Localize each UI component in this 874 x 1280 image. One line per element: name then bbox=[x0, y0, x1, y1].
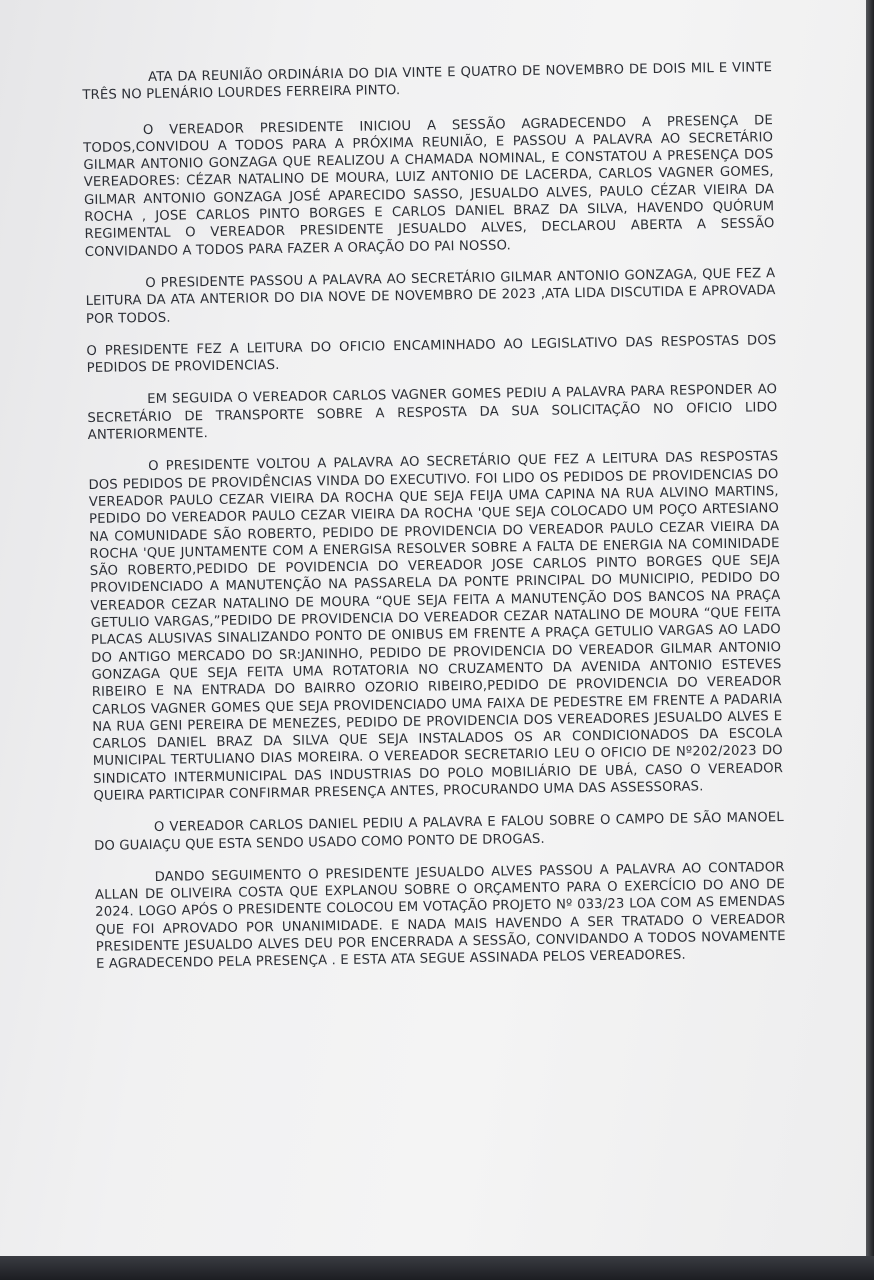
paragraph-previous-minutes: O PRESIDENTE PASSOU A PALAVRA AO SECRETÁRIO GILMAR ANTONIO GONZAGA, QUE FEZ A LEITURA DA ATA ANTERIOR DO DIA NOVE DE NOVEMBRO DE 2023 ,ATA LIDA DISCUTIDA E APROVADA POR TODOS. bbox=[85, 266, 776, 327]
minutes-heading: ATA DA REUNIÃO ORDINÁRIA DO DIA VINTE E QUATRO DE NOVEMBRO DE DOIS MIL E VINTE TRÊS NO PLENÁRIO LOURDES FERREIRA PINTO. bbox=[82, 60, 773, 104]
paragraph-transport-reply: EM SEGUIDA O VEREADOR CARLOS VAGNER GOMES PEDIU A PALAVRA PARA RESPONDER AO SECRETÁRIO DE TRANSPORTE SOBRE A RESPOSTA DA SUA SOLICITAÇÃO NO OFICIO LIDO ANTERIORMENTE. bbox=[87, 382, 778, 444]
paragraph-opening: O VEREADOR PRESIDENTE INICIOU A SESSÃO AGRADECENDO A PRESENÇA DE TODOS,CONVIDOU A TODOS PARA A PRÓXIMA REUNIÃO, E PASSOU A PALAVRA AO SECRETÁRIO GILMAR ANTONIO GONZAGA QUE REALIZOU A CHAMADA NOMINAL, E CONSTATOU A PRESENÇA DOS VEREADORES: CÉZAR NATALINO DE MOURA, LUIZ ANTONIO DE LACERDA, CARLOS VAGNER GOMES, GILMAR ANTONIO GONZAGA JOSÉ APARECIDO SASSO, JESUALDO ALVES, PAULO CÉZAR VIEIRA DA ROCHA , JOSE CARLOS PINTO BORGES E CARLOS DANIEL BRAZ DA SILVA, HAVENDO QUÓRUM REGIMENTAL O VEREADOR PRESIDENTE JESUALDO ALVES, DECLAROU ABERTA A SESSÃO CONVIDANDO A TODOS PARA FAZER A ORAÇÃO DO PAI NOSSO. bbox=[83, 112, 775, 260]
paragraph-requests: O PRESIDENTE VOLTOU A PALAVRA AO SECRETÁRIO QUE FEZ A LEITURA DAS RESPOSTAS DOS PEDIDOS DE PROVIDÊNCIAS VINDA DO EXECUTIVO. FOI LIDO OS PEDIDOS DE PROVIDENCIAS DO VEREADOR PAULO CEZAR VIEIRA DA ROCHA QUE SEJA FEIJA UMA CAPINA NA RUA ALVINO MARTINS, PEDIDO DO VEREADOR PAULO CEZAR VIEIRA DA ROCHA 'QUE SEJA COLOCADO UM POÇO ARTESIANO NA COMUNIDADE SÃO ROBERTO, PEDIDO DE PROVIDENCIA DO VEREADOR PAULO CEZAR VIEIRA DA ROCHA 'QUE JUNTAMENTE COM A ENERGISA RESOLVER SOBRE A FALTA DE ENERGIA NA COMINIDADE SÃO ROBERTO,PEDIDO DE POVIDENCIA DO VEREADOR JOSE CARLOS PINTO BORGES QUE SEJA PROVIDENCIADO A MANUTENÇÃO NA PASSARELA DA PONTE PRINCIPAL DO MUNICIPIO, PEDIDO DO VEREADOR CEZAR NATALINO DE MOURA “QUE SEJA FEITA A MANUTENÇÃO DOS BANCOS NA PRAÇA GETULIO VARGAS,”PEDIDO DE PROVIDENCIA DO VEREADOR CEZAR NATALINO DE MOURA “QUE FEITA PLACAS ALUSIVAS SINALIZANDO PONTO DE ONIBUS EM FRENTE A PRAÇA GETULIO VARGAS AO LADO DO ANTIGO MERCADO DO SR:JANINHO, PEDIDO DE PROVIDENCIA DO VEREADOR GILMAR ANTONIO GONZAGA QUE SEJA FEITA UMA ROTATORIA NO CRUZAMENTO DA AVENIDA ANTONIO ESTEVES RIBEIRO E NA ENTRADA DO BAIRRO OZORIO RIBEIRO,PEDIDO DE PROVIDENCIA DO VEREADOR CARLOS VAGNER GOMES QUE SEJA PROVIDENCIADO UMA FAIXA DE PEDESTRE EM FRENTE A PADARIA NA RUA GENI PEREIRA DE MENEZES, PEDIDO DE PROVIDENCIA DOS VEREADORES JESUALDO ALVES E CARLOS DANIEL BRAZ DA SILVA QUE SEJA INSTALADOS OS AR CONDICIONADOS DA ESCOLA MUNICIPAL TERTULIANO DIAS MOREIRA. O VEREADOR SECRETARIO LEU O OFICIO DE Nº202/2023 DO SINDICATO INTERMUNICIPAL DAS INDUSTRIAS DO POLO MOBILIÁRIO DE UBÁ, CASO O VEREADOR QUEIRA PARTICIPAR CONFIRMAR PRESENÇA ANTES, PROCURANDO UMA DAS ASSESSORAS. bbox=[88, 449, 784, 804]
paragraph-drugs-field: O VEREADOR CARLOS DANIEL PEDIU A PALAVRA E FALOU SOBRE O CAMPO DE SÃO MANOEL DO GUAIAÇU QUE ESTA SENDO USADO COMO PONTO DE DROGAS. bbox=[94, 810, 784, 854]
background-edge-bottom bbox=[0, 1256, 874, 1280]
paragraph-official-letter: O PRESIDENTE FEZ A LEITURA DO OFICIO ENCAMINHADO AO LEGISLATIVO DAS RESPOSTAS DOS PEDIDOS DE PROVIDENCIAS. bbox=[86, 332, 777, 377]
paragraph-closing: DANDO SEGUIMENTO O PRESIDENTE JESUALDO ALVES PASSOU A PALAVRA AO CONTADOR ALLAN DE OLIVEIRA COSTA QUE EXPLANOU SOBRE O ORÇAMENTO PARA O EXERCÍCIO DO ANO DE 2024. LOGO APÓS O PRESIDENTE COLOCOU EM VOTAÇÃO PROJETO Nº 033/23 LOA COM AS EMENDAS QUE FOI APROVADO POR UNANIMIDADE. E NADA MAIS HAVENDO A SER TRATADO O VEREADOR PRESIDENTE JESUALDO ALVES DEU POR ENCERRADA A SESSÃO, CONVIDANDO A TODOS NOVAMENTE E AGRADECENDO PELA PRESENÇA . E ESTA ATA SEGUE ASSINADA PELOS VEREADORES. bbox=[94, 859, 786, 973]
background-edge-right bbox=[866, 0, 874, 1280]
minutes-text bbox=[82, 59, 786, 988]
